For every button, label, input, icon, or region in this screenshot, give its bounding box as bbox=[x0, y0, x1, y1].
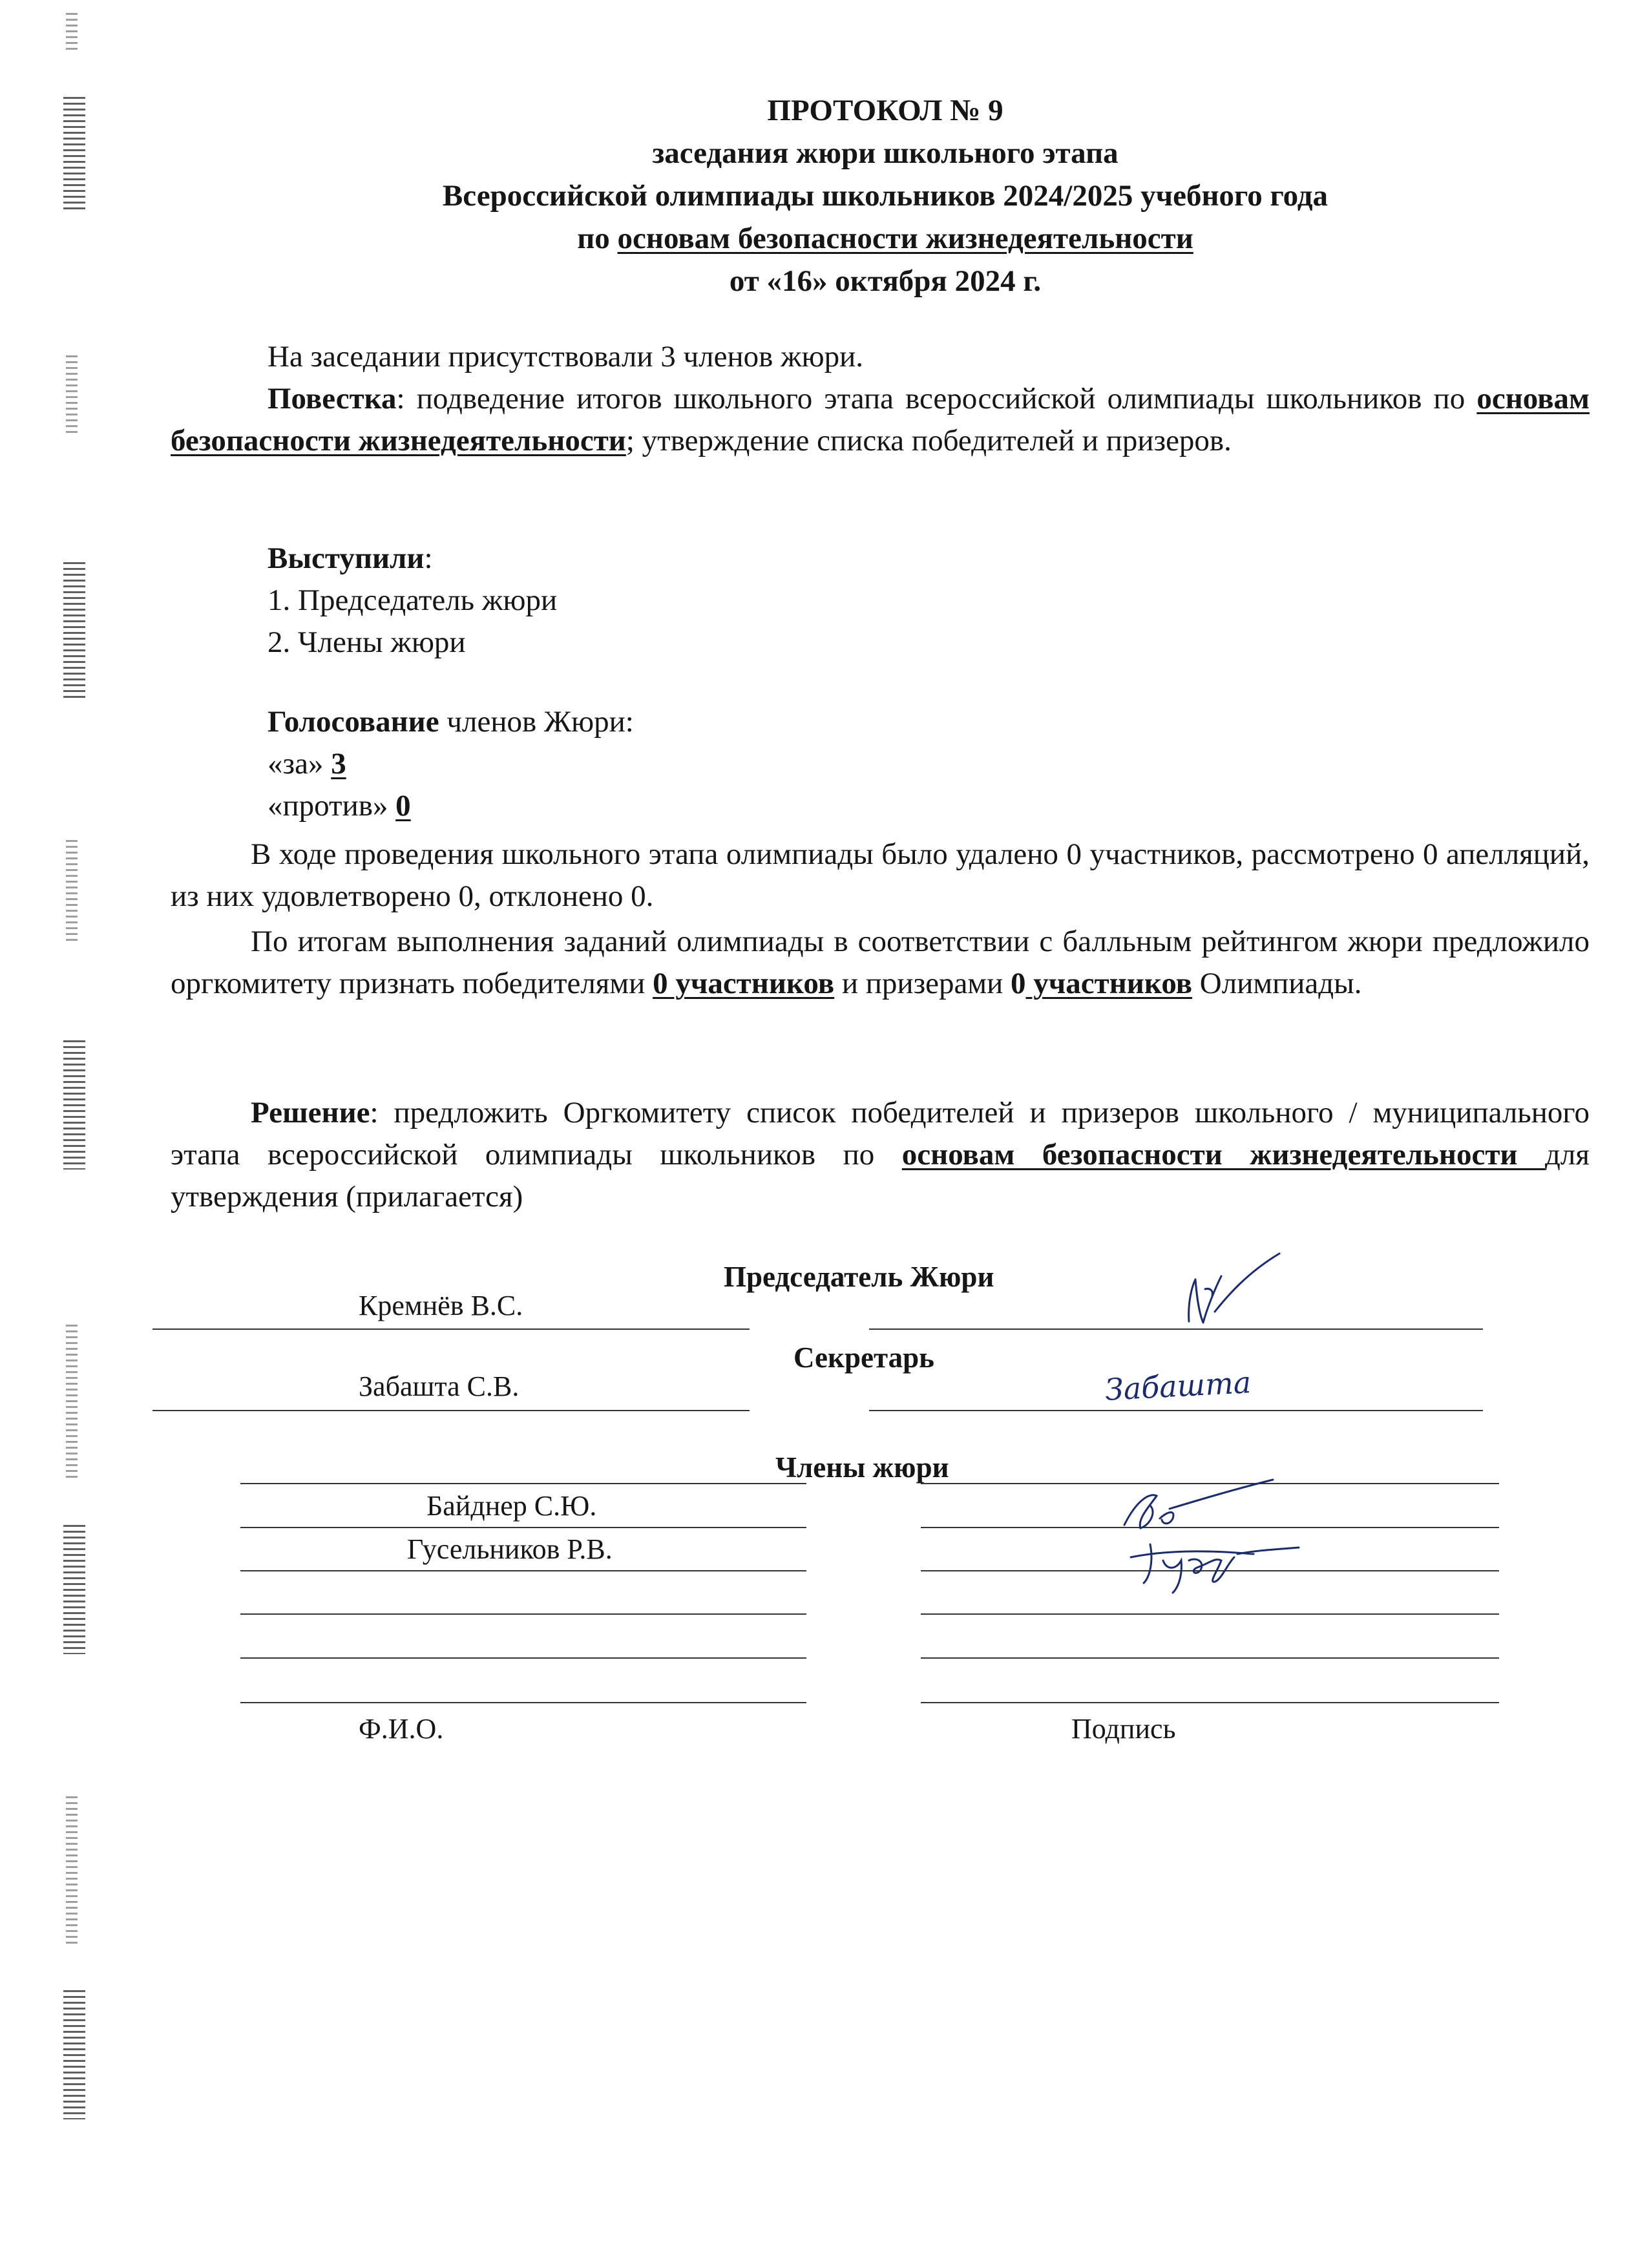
chair-name: Кремнёв В.С. bbox=[359, 1290, 523, 1321]
protocol-subtitle: заседания жюри школьного этапа bbox=[652, 136, 1119, 170]
chair-name-line bbox=[152, 1328, 750, 1330]
prize-count: 0 bbox=[1011, 967, 1026, 1000]
protocol-subject-line: по основам безопасности жизнедеятельности bbox=[577, 222, 1193, 255]
attendance-paragraph bbox=[171, 336, 1590, 378]
protocol-olympiad: Всероссийской олимпиады школьников 2024/2025 учебного года bbox=[442, 179, 1329, 213]
secretary-name-line bbox=[152, 1410, 750, 1411]
protocol-header bbox=[0, 89, 1649, 302]
member-name-line bbox=[240, 1657, 806, 1659]
member-name-line bbox=[240, 1527, 806, 1528]
secretary-name: Забашта С.В. bbox=[359, 1370, 520, 1402]
member-sign-line bbox=[921, 1657, 1499, 1659]
attendance-text: На заседании присутствовали 3 членов жюри. bbox=[268, 340, 864, 373]
vote-section: Голосование членов Жюри: «за» 3 «против» 0 bbox=[268, 705, 634, 823]
secretary-label: Секретарь bbox=[793, 1341, 934, 1374]
vote-for-value: 3 bbox=[331, 747, 346, 781]
conduct-paragraph bbox=[171, 834, 1590, 918]
protocol-subject: основам безопасности жизнедеятельности bbox=[617, 222, 1193, 255]
vote-against-value: 0 bbox=[395, 789, 411, 823]
scan-edge-mark bbox=[66, 1796, 78, 1945]
speaker-item: 1. Председатель жюри bbox=[268, 583, 558, 617]
speakers-label: Выступили bbox=[268, 541, 425, 575]
scan-edge-mark bbox=[63, 1040, 85, 1170]
decision-subject: основам безопасности жизнедеятельности bbox=[901, 1138, 1545, 1171]
vote-against-label: «против» bbox=[268, 789, 396, 823]
member-name: Байднер С.Ю. bbox=[426, 1490, 597, 1522]
scan-edge-mark bbox=[63, 1525, 85, 1654]
member-name-line bbox=[240, 1570, 806, 1571]
agenda-paragraph bbox=[171, 378, 1590, 462]
results-paragraph: По итогам выполнения заданий олимпиады в соответствии с балльным рейтингом жюри предложило оргкомитету признать победителями 0 участников и призерами 0 участников Олимпиады. bbox=[171, 925, 1590, 1000]
secretary-handwriting: Забашта bbox=[1104, 1365, 1252, 1407]
speaker-item: 2. Члены жюри bbox=[268, 625, 466, 659]
chair-label: Председатель Жюри bbox=[724, 1261, 994, 1293]
scan-edge-mark bbox=[66, 355, 78, 433]
agenda-subject: основам безопасности жизнедеятельности bbox=[171, 382, 1590, 457]
protocol-date: от «16» октября 2024 г. bbox=[729, 264, 1042, 298]
vote-for-label: «за» bbox=[268, 747, 331, 781]
member-name-line bbox=[240, 1483, 806, 1484]
member-name-line bbox=[240, 1702, 806, 1703]
member-sign-line bbox=[921, 1613, 1499, 1615]
scan-edge-mark bbox=[66, 1325, 78, 1480]
member-name: Гусельников Р.В. bbox=[407, 1533, 613, 1565]
fio-footer-label: Ф.И.О. bbox=[359, 1713, 444, 1745]
sign-footer-label: Подпись bbox=[1071, 1713, 1176, 1745]
agenda-text: : подведение итогов школьного этапа всероссийской олимпиады школьников по bbox=[396, 382, 1477, 415]
agenda-text-end: ; утверждение списка победителей и призеров. bbox=[625, 424, 1232, 457]
scan-edge-mark bbox=[63, 562, 85, 698]
chair-signature bbox=[1170, 1250, 1286, 1341]
vote-label: Голосование bbox=[268, 705, 439, 739]
decision-paragraph: Решение: предложить Оргкомитету список победителей и призеров школьного / муниципального этапа всероссийской олимпиады школьников по основам безопасности жизнедеятельности для утверждения (прилагается) bbox=[171, 1096, 1590, 1213]
secretary-sign-line bbox=[869, 1410, 1483, 1411]
members-label: Члены жюри bbox=[775, 1451, 949, 1484]
agenda-label: Повестка bbox=[268, 382, 397, 415]
conduct-text: В ходе проведения школьного этапа олимпиады было удалено 0 участников, рассмотрено 0 апелляций, из них удовлетворено 0, отклонено 0. bbox=[171, 837, 1590, 913]
member-name-line bbox=[240, 1613, 806, 1615]
member-signature bbox=[1124, 1531, 1305, 1596]
scan-edge-mark bbox=[66, 840, 78, 943]
member-sign-line bbox=[921, 1702, 1499, 1703]
scan-edge-mark bbox=[63, 1990, 85, 2119]
protocol-title: ПРОТОКОЛ № 9 bbox=[767, 94, 1003, 127]
winners-count: 0 bbox=[653, 967, 668, 1000]
scan-edge-mark bbox=[66, 13, 78, 52]
decision-label: Решение bbox=[251, 1096, 370, 1129]
speakers-section: Выступили: 1. Председатель жюри 2. Члены жюри bbox=[171, 538, 1590, 664]
